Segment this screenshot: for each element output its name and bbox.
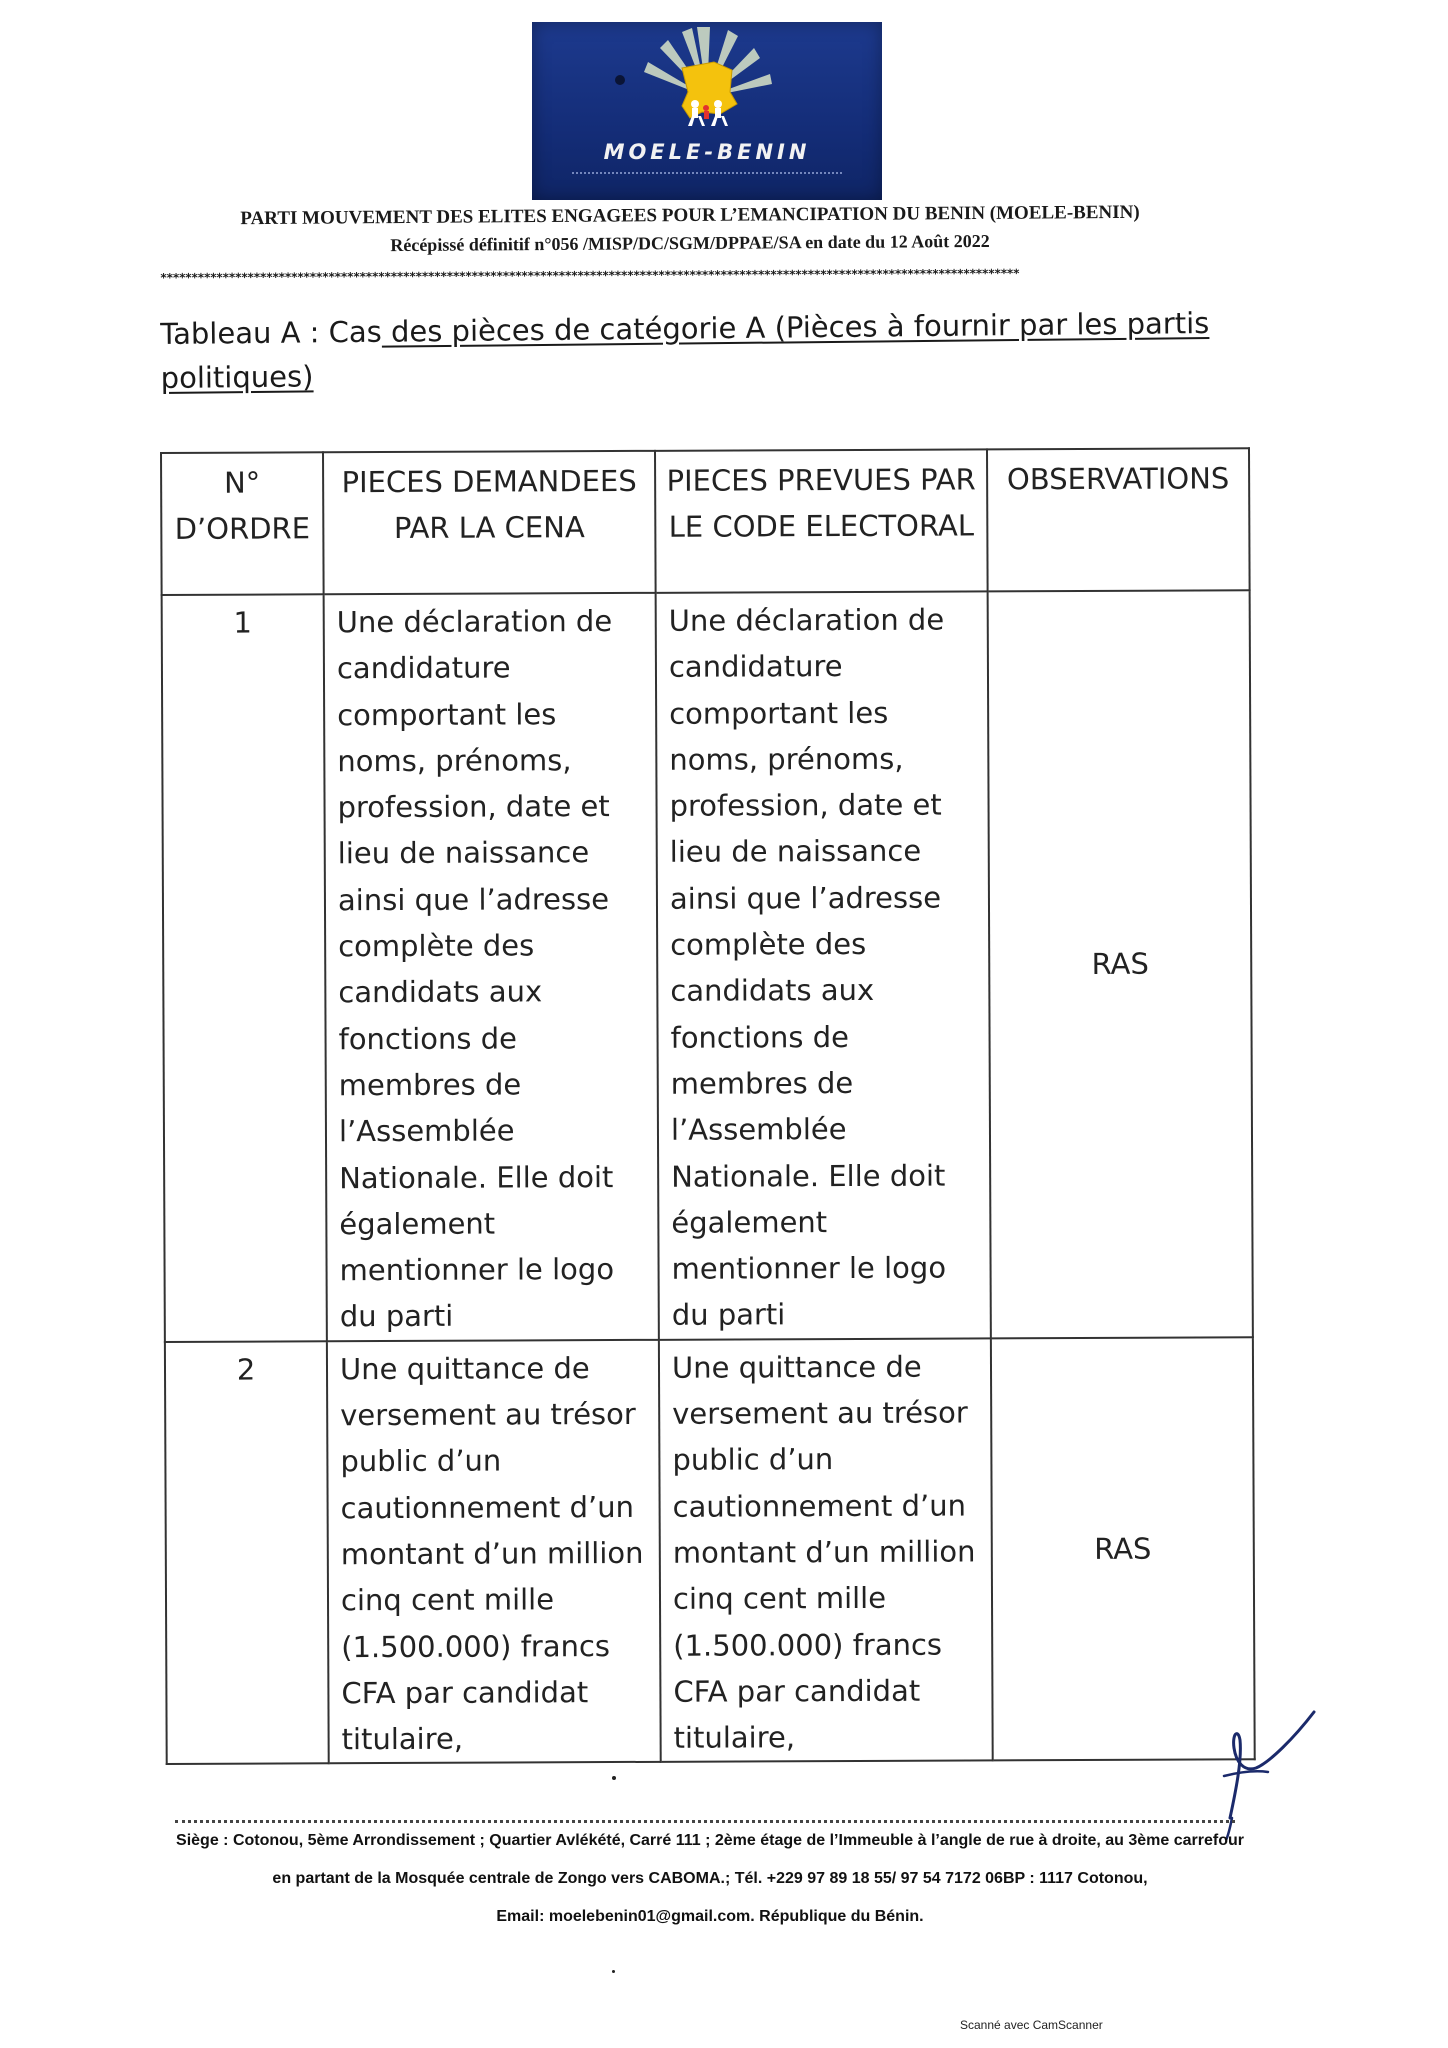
- separator-stars: ******************************************************************************************************************************************: [159, 266, 1020, 285]
- footer-contact-line: Email: moelebenin01@gmail.com. République du Bénin.: [496, 1908, 924, 1925]
- handwritten-signature: [1210, 1700, 1330, 1840]
- cena-document-cell: Une déclaration de candidature comportant les noms, prénoms, profession, date et lieu de naissance ainsi que l’adresse complète des candidats aux fonctions de membres de l’Assemblée Nationale. Elle doit également mentionner le logo du parti: [324, 593, 659, 1341]
- table-row: [165, 1337, 1255, 1764]
- receipt-reference: Récépissé définitif n°056 /MISP/DC/SGM/DPPAE/SA en date du 12 Août 2022: [390, 230, 990, 256]
- row-number: 1: [162, 594, 327, 1341]
- scan-speck: [612, 1970, 615, 1973]
- table-row: [162, 590, 1253, 1341]
- scanner-watermark: Scanné avec CamScanner: [960, 2018, 1103, 2032]
- table-title: [160, 300, 1281, 400]
- header-electoral-code-documents: PIECES PREVUES PAR LE CODE ELECTORAL: [655, 449, 988, 592]
- table-header-row: [161, 448, 1250, 595]
- header-cena-documents: PIECES DEMANDEES PAR LA CENA: [323, 451, 656, 594]
- party-name: PARTI MOUVEMENT DES ELITES ENGAGEES POUR L’EMANCIPATION DU BENIN (MOELE-BENIN): [240, 201, 1140, 230]
- header-observations: OBSERVATIONS: [987, 448, 1250, 591]
- table-title-prefix: Tableau A : Cas: [160, 314, 382, 351]
- footer-address-line2: en partant de la Mosquée centrale de Zongo vers CABOMA.; Tél. +229 97 89 18 55/ 97 54 7172 06BP : 1117 Cotonou,: [272, 1870, 1148, 1887]
- observation-cell: RAS: [988, 590, 1253, 1338]
- code-document-cell: Une déclaration de candidature comportant les noms, prénoms, profession, date et lieu de naissance ainsi que l’adresse complète des candidats aux fonctions de membres de l’Assemblée Nationale. Elle doit également mentionner le logo du parti: [656, 591, 991, 1339]
- logo-text: MOELE-BENIN: [603, 140, 811, 164]
- code-document-cell: Une quittance de versement au trésor public d’un cautionnement d’un montant d’un million cinq cent mille (1.500.000) francs CFA par candidat titulaire,: [659, 1338, 993, 1762]
- documents-table: [160, 447, 1256, 1765]
- logo-tagline: [572, 172, 842, 180]
- footer-address-line1: Siège : Cotonou, 5ème Arrondissement ; Quartier Avlékété, Carré 111 ; 2ème étage de l’Immeuble à l’angle de rue à droite, au 3ème carrefour: [176, 1832, 1244, 1849]
- scan-speck: [612, 1776, 616, 1780]
- cena-document-cell: Une quittance de versement au trésor public d’un cautionnement d’un montant d’un million cinq cent mille (1.500.000) francs CFA par candidat titulaire,: [327, 1340, 661, 1764]
- party-logo: [532, 22, 882, 200]
- header-order-number: N° D’ORDRE: [161, 452, 324, 595]
- observation-cell: RAS: [991, 1337, 1255, 1761]
- table-title-underlined: des pièces de catégorie A (Pièces à fournir par les partis politiques): [160, 306, 1210, 395]
- footer-divider: [175, 1820, 1235, 1823]
- row-number: 2: [165, 1341, 329, 1764]
